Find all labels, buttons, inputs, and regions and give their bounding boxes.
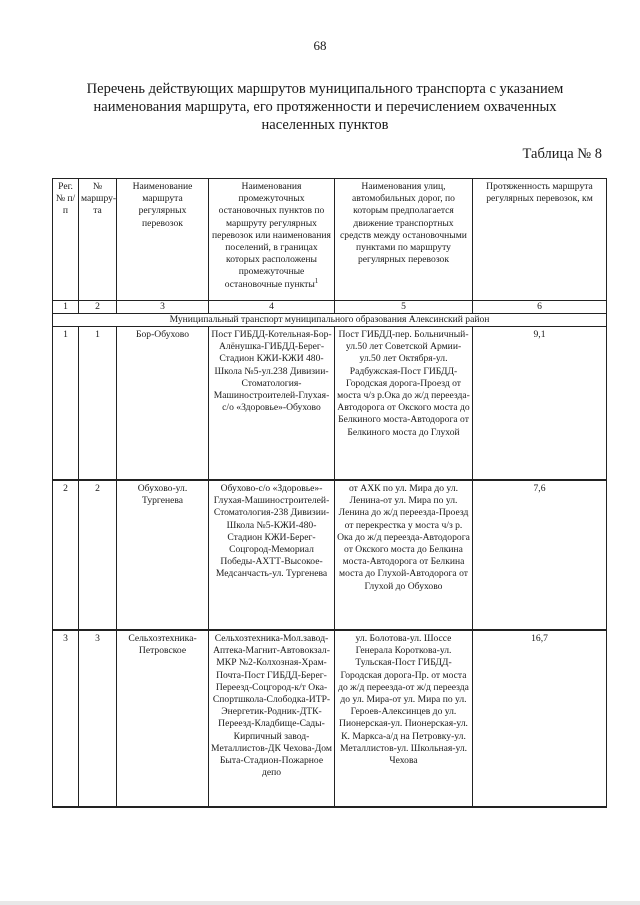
table-header-row [53, 179, 607, 301]
cell-route: 3 [79, 630, 117, 807]
cell-stops: Пост ГИБДД-Котельная-Бор-Алёнушка-ГИБДД-Берег-Стадион КЖИ-КЖИ 480-Школа №5-ул.238 Дивизии-Стоматология-Машиностроителей-Глухая-с/о «Здоровье»-Обухово [209, 327, 335, 481]
document-title: Перечень действующих маршрутов муниципального транспорта с указанием наименования маршрута, его протяженности и перечислением охваченных населенных пунктов [86, 81, 564, 133]
table-row [53, 327, 607, 481]
cell-reg: 1 [53, 327, 79, 481]
header-route-name: Наименование маршрута регулярных перевозок [117, 179, 209, 301]
cell-length: 9,1 [473, 327, 607, 481]
routes-table [52, 178, 607, 808]
table-row [53, 480, 607, 630]
table-row [53, 630, 607, 807]
cell-streets: ул. Болотова-ул. Шоссе Генерала Короткова-ул. Тульская-Пост ГИБДД-Городская дорога-Пр. от моста до ж/д переезда-от ж/д переезда до ул. Мира-от ул. Мира по ул. Героев-Алексинцев до ул. Пионерская-ул. Пионерская-ул. К. Маркса-а/д на Петровку-ул. Металлистов-ул. Школьная-ул. Чехова [335, 630, 473, 807]
cell-route: 1 [79, 327, 117, 481]
cell-route: 2 [79, 480, 117, 630]
scan-edge [0, 901, 640, 905]
cell-length: 7,6 [473, 480, 607, 630]
column-number: 6 [473, 301, 607, 314]
page-number: 68 [313, 38, 327, 53]
cell-stops: Обухово-с/о «Здоровье»-Глухая-Машиностроителей-Стоматология-238 Дивизии-Школа №5-КЖИ-480-Стадион КЖИ-Берег-Соцгород-Мемориал Победы-АХТТ-Высокое-Медсанчасть-ул. Тургенева [209, 480, 335, 630]
section-title: Муниципальный транспорт муниципального образования Алексинский район [53, 314, 607, 327]
header-streets: Наименования улиц, автомобильных дорог, по которым предполагается движение транспортных средств между остановочными пунктами по маршруту регулярных перевозок [335, 179, 473, 301]
header-reg-number: Рег. № п/п [53, 179, 79, 301]
footnote-mark: 1 [314, 276, 319, 285]
header-length: Протяженность маршрута регулярных перевозок, км [473, 179, 607, 301]
header-route-number: № маршру-та [79, 179, 117, 301]
section-row [53, 314, 607, 327]
table-label: Таблица № 8 [522, 146, 602, 162]
header-stops-text: Наименования промежуточных остановочных пунктов по маршруту регулярных перевозок или наименования поселений, в границах которых расположены промежуточные остановочные пункты [212, 181, 331, 290]
cell-reg: 3 [53, 630, 79, 807]
cell-name: Сельхозтехника-Петровское [117, 630, 209, 807]
cell-streets: Пост ГИБДД-пер. Больничный-ул.50 лет Советской Армии-ул.50 лет Октября-ул. Радбужская-Пост ГИБДД- Городская дорога-Проезд от моста ч/з р.Ока до ж/д переезда-Автодорога от Окского моста до Белкиного моста-Автодорога от Белкиного моста до Глухой [335, 327, 473, 481]
cell-reg: 2 [53, 480, 79, 630]
column-number: 1 [53, 301, 79, 314]
column-number: 5 [335, 301, 473, 314]
column-number: 3 [117, 301, 209, 314]
cell-name: Обухово-ул. Тургенева [117, 480, 209, 630]
cell-name: Бор-Обухово [117, 327, 209, 481]
column-number: 4 [209, 301, 335, 314]
header-stops [209, 179, 335, 301]
column-number: 2 [79, 301, 117, 314]
cell-streets: от АХК по ул. Мира до ул. Ленина-от ул. Мира по ул. Ленина до ж/д переезда-Проезд от перекрестка у моста ч/з р. Ока до ж/д переезда-Автодорога от Окского моста до Белкина моста-Автодорога от Белкина моста до Глухой-Автодорога от Глухой до Обухово [335, 480, 473, 630]
column-numbers-row [53, 301, 607, 314]
cell-length: 16,7 [473, 630, 607, 807]
cell-stops: Сельхозтехника-Мол.завод-Аптека-Магнит-Автовокзал-МКР №2-Колхозная-Храм-Почта-Пост ГИБДД-Берег-Переезд-Соцгород-к/т Ока-Спортшкола-Слободка-ИТР-Энергетик-Родник-ДТК-Переезд-Кладбище-Сады-Кирпичный завод-Металлистов-ДК Чехова-Дом Быта-Стадион-Пожарное депо [209, 630, 335, 807]
